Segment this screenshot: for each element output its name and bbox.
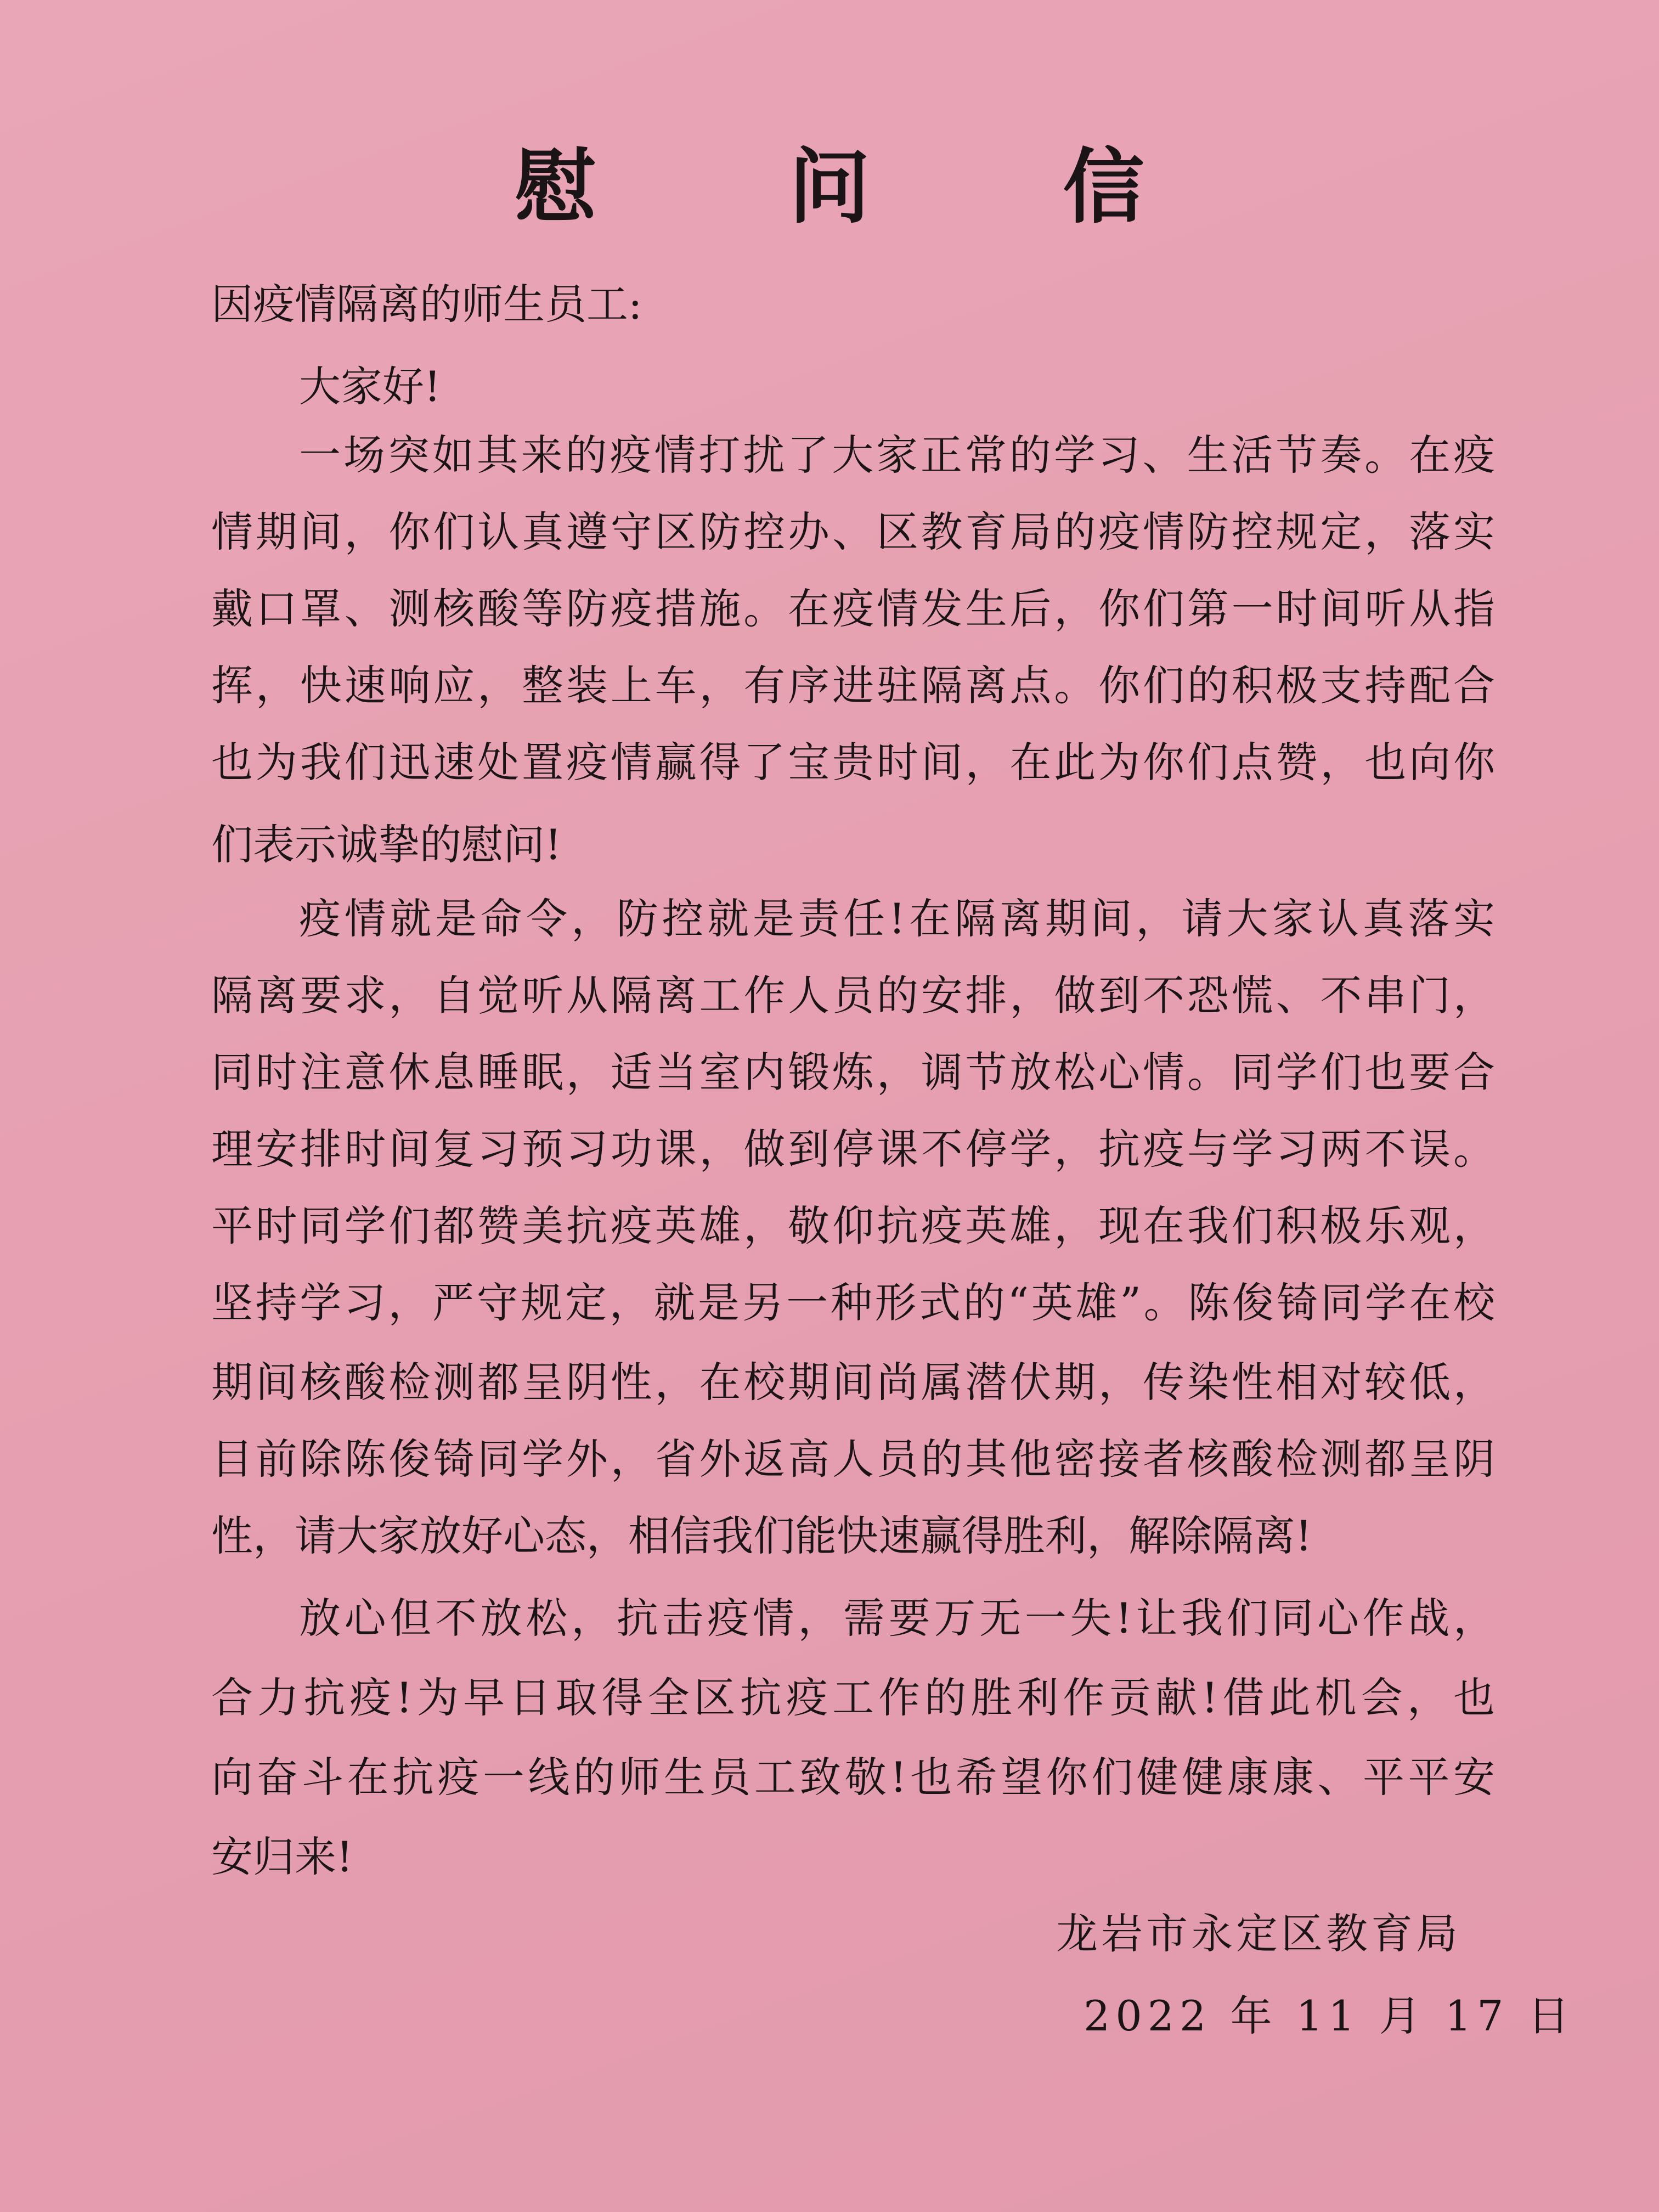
paragraph-line: 情期间，你们认真遵守区防控办、区教育局的疫情防控规定，落实 (211, 507, 1495, 556)
paragraph-line: 平时同学们都赞美抗疫英雄，敬仰抗疫英雄，现在我们积极乐观， (211, 1201, 1495, 1250)
paragraph-line: 合力抗疫!为早日取得全区抗疫工作的胜利作贡献!借此机会，也 (211, 1673, 1495, 1722)
paragraph-line: 期间核酸检测都呈阴性，在校期间尚属潜伏期，传染性相对较低， (211, 1358, 1495, 1407)
paragraph-line: 坚持学习，严守规定，就是另一种形式的“英雄”。陈俊锜同学在校 (211, 1278, 1495, 1327)
letter-date: 2022 年 11 月 17 日 (1084, 1991, 1575, 2040)
paragraph-line: 疫情就是命令，防控就是责任!在隔离期间，请大家认真落实 (299, 894, 1495, 943)
paragraph-line: 性，请大家放好心态，相信我们能快速赢得胜利，解除隔离! (211, 1511, 1312, 1560)
paragraph-line: 安归来! (211, 1832, 353, 1881)
paragraph-line: 挥，快速响应，整装上车，有序进驻隔离点。你们的积极支持配合 (211, 661, 1495, 710)
paragraph-line: 理安排时间复习预习功课，做到停课不停学，抗疫与学习两不误。 (211, 1125, 1495, 1173)
paragraph-line: 隔离要求，自觉听从隔离工作人员的安排，做到不恐慌、不串门， (211, 971, 1495, 1020)
salutation: 因疫情隔离的师生员工: (211, 280, 642, 329)
greeting: 大家好! (299, 362, 441, 411)
paragraph-line: 同时注意休息睡眠，适当室内锻炼，调节放松心情。同学们也要合 (211, 1048, 1495, 1097)
paragraph-line: 们表示诚挚的慰问! (211, 820, 562, 869)
paragraph-line: 向奋斗在抗疫一线的师生员工致敬!也希望你们健健康康、平平安 (211, 1753, 1495, 1802)
paragraph-line: 一场突如其来的疫情打扰了大家正常的学习、生活节奏。在疫 (299, 431, 1495, 479)
letter-title: 慰 问 信 (515, 139, 1227, 234)
signature: 龙岩市永定区教育局 (1056, 1909, 1461, 1958)
paragraph-line: 戴口罩、测核酸等防疫措施。在疫情发生后，你们第一时间听从指 (211, 584, 1495, 633)
paragraph-line: 放心但不放松，抗击疫情，需要万无一失!让我们同心作战， (299, 1594, 1495, 1643)
paragraph-line: 目前除陈俊锜同学外，省外返高人员的其他密接者核酸检测都呈阴 (211, 1435, 1495, 1483)
paragraph-line: 也为我们迅速处置疫情赢得了宝贵时间，在此为你们点赞，也向你 (211, 738, 1495, 787)
